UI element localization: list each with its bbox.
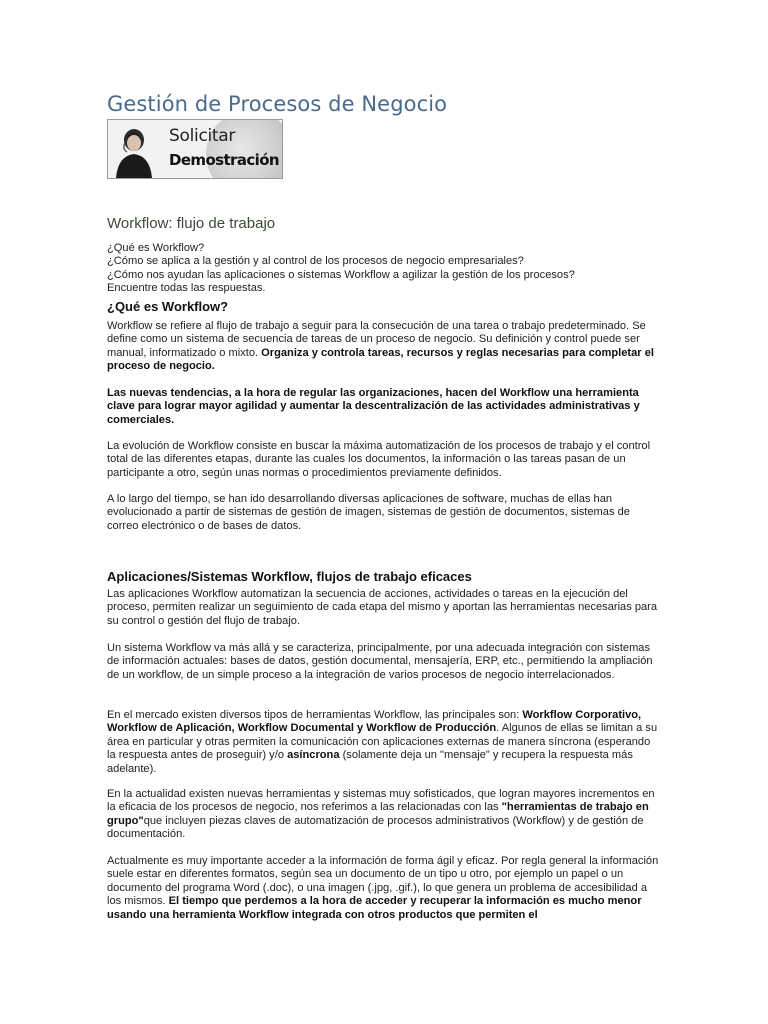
paragraph-text: (solamente deja un "mensaje" y recupera la respuesta más adelante). bbox=[107, 749, 633, 775]
banner-line2: Demostración bbox=[169, 151, 279, 169]
paragraph-actualidad bbox=[107, 788, 659, 842]
request-demo-banner[interactable] bbox=[107, 119, 283, 179]
paragraph-text: En el mercado existen diversos tipos de herramientas Workflow, las principales son: bbox=[107, 709, 523, 721]
paragraph-text: que incluyen piezas claves de automatización de procesos administrativos (Workflow) y de gestión de documentación. bbox=[107, 814, 644, 841]
paragraph-text: En la actualidad existen nuevas herramientas y sistemas muy sofisticados, que logran mayores incrementos en la eficacia de los procesos de negocio, nos referimos a las relacionadas con las bbox=[107, 788, 655, 814]
paragraph-historia bbox=[107, 493, 659, 533]
paragraph-tendencias bbox=[107, 387, 659, 427]
paragraph-acceso bbox=[107, 855, 659, 922]
banner-line1: Solicitar bbox=[169, 126, 236, 146]
paragraph-aplicaciones bbox=[107, 588, 659, 628]
question-item: ¿Cómo se aplica a la gestión y al control de los procesos de negocio empresariales? bbox=[107, 255, 524, 268]
paragraph-bold: El tiempo que perdemos a la hora de acceder y recuperar la información es mucho menor usando una herramienta Workflow integrada con otros productos que permiten el bbox=[107, 895, 642, 921]
paragraph-bold: asíncrona bbox=[287, 749, 340, 762]
paragraph-sistema bbox=[107, 642, 659, 682]
page-title: Gestión de Procesos de Negocio bbox=[107, 92, 448, 116]
support-agent-icon bbox=[114, 124, 154, 178]
paragraph-text: Workflow se refiere al flujo de trabajo a seguir para la consecución de una tarea o trabajo predeterminado. Se define como un sistema de secuencia de tareas de un proceso de negocio. Su definición y control puede ser manual, informatizado o mixto. bbox=[107, 320, 646, 359]
question-item: ¿Qué es Workflow? bbox=[107, 242, 205, 254]
paragraph-text: Las aplicaciones Workflow automatizan la secuencia de acciones, actividades o tareas en la ejecución del proceso, permiten realizar un seguimiento de cada etapa del mismo y aportan las herramientas necesarias para su control o gestión del flujo de trabajo. bbox=[107, 588, 658, 627]
heading-aplicaciones: Aplicaciones/Sistemas Workflow, flujos de trabajo eficaces bbox=[107, 569, 472, 584]
question-item: ¿Cómo nos ayudan las aplicaciones o sistemas Workflow a agilizar la gestión de los procesos? bbox=[107, 268, 575, 281]
paragraph-definition bbox=[107, 320, 659, 374]
paragraph-text: . Algunos de ellas se limitan a su área en particular y otras permiten la comunicación con aplicaciones externas de manera síncrona (esperando la respuesta antes de proseguir) y/o bbox=[107, 722, 658, 762]
paragraph-mercado bbox=[107, 709, 659, 776]
paragraph-bold: Workflow Corporativo, Workflow de Aplicación, Workflow Documental y Workflow de Producción bbox=[107, 709, 642, 735]
paragraph-bold: "herramientas de trabajo en grupo" bbox=[107, 801, 649, 827]
section-heading-workflow: Workflow: flujo de trabajo bbox=[107, 215, 276, 232]
paragraph-text: Actualmente es muy importante acceder a la información de forma ágil y eficaz. Por regla general la información suele estar en diferentes formatos, según sea un documento de un tipo u otro, por ejemplo un papel o un documento del programa Word (.doc), o una imagen (.jpg, .gif.), lo que genera un problema de accesibilidad a los mismos. bbox=[107, 855, 659, 908]
paragraph-bold: Organiza y controla tareas, recursos y reglas necesarias para completar el proceso de negocio. bbox=[107, 346, 654, 373]
paragraph-evolucion bbox=[107, 440, 659, 480]
paragraph-text: A lo largo del tiempo, se han ido desarrollando diversas aplicaciones de software, muchas de ellas han evolucionado a partir de sistemas de gestión de imagen, sistemas de gestión de documentos, sistemas de correo electrónico o de bases de datos. bbox=[107, 493, 630, 532]
questions-list bbox=[107, 242, 659, 296]
paragraph-text: Un sistema Workflow va más allá y se caracteriza, principalmente, por una adecuada integración con sistemas de información actuales: bases de datos, gestión documental, mensajería, ERP, etc., permitiendo la ampliación de un workflow, de un simple proceso a la integración de varios procesos de negocio interrelacionados. bbox=[107, 642, 653, 681]
heading-que-es-workflow: ¿Qué es Workflow? bbox=[107, 299, 229, 314]
paragraph-bold: Las nuevas tendencias, a la hora de regular las organizaciones, hacen del Workflow una herramienta clave para lograr mayor agilidad y aumentar la descentralización de las actividades administrativas y comerciales. bbox=[107, 387, 640, 426]
question-item: Encuentre todas las respuestas. bbox=[107, 282, 266, 295]
paragraph-text: La evolución de Workflow consiste en buscar la máxima automatización de los procesos de trabajo y el control total de las diferentes etapas, durante las cuales los documentos, la información o las tareas pasan de un participante a otro, según unas normas o procedimientos previamente definidos. bbox=[107, 440, 651, 479]
